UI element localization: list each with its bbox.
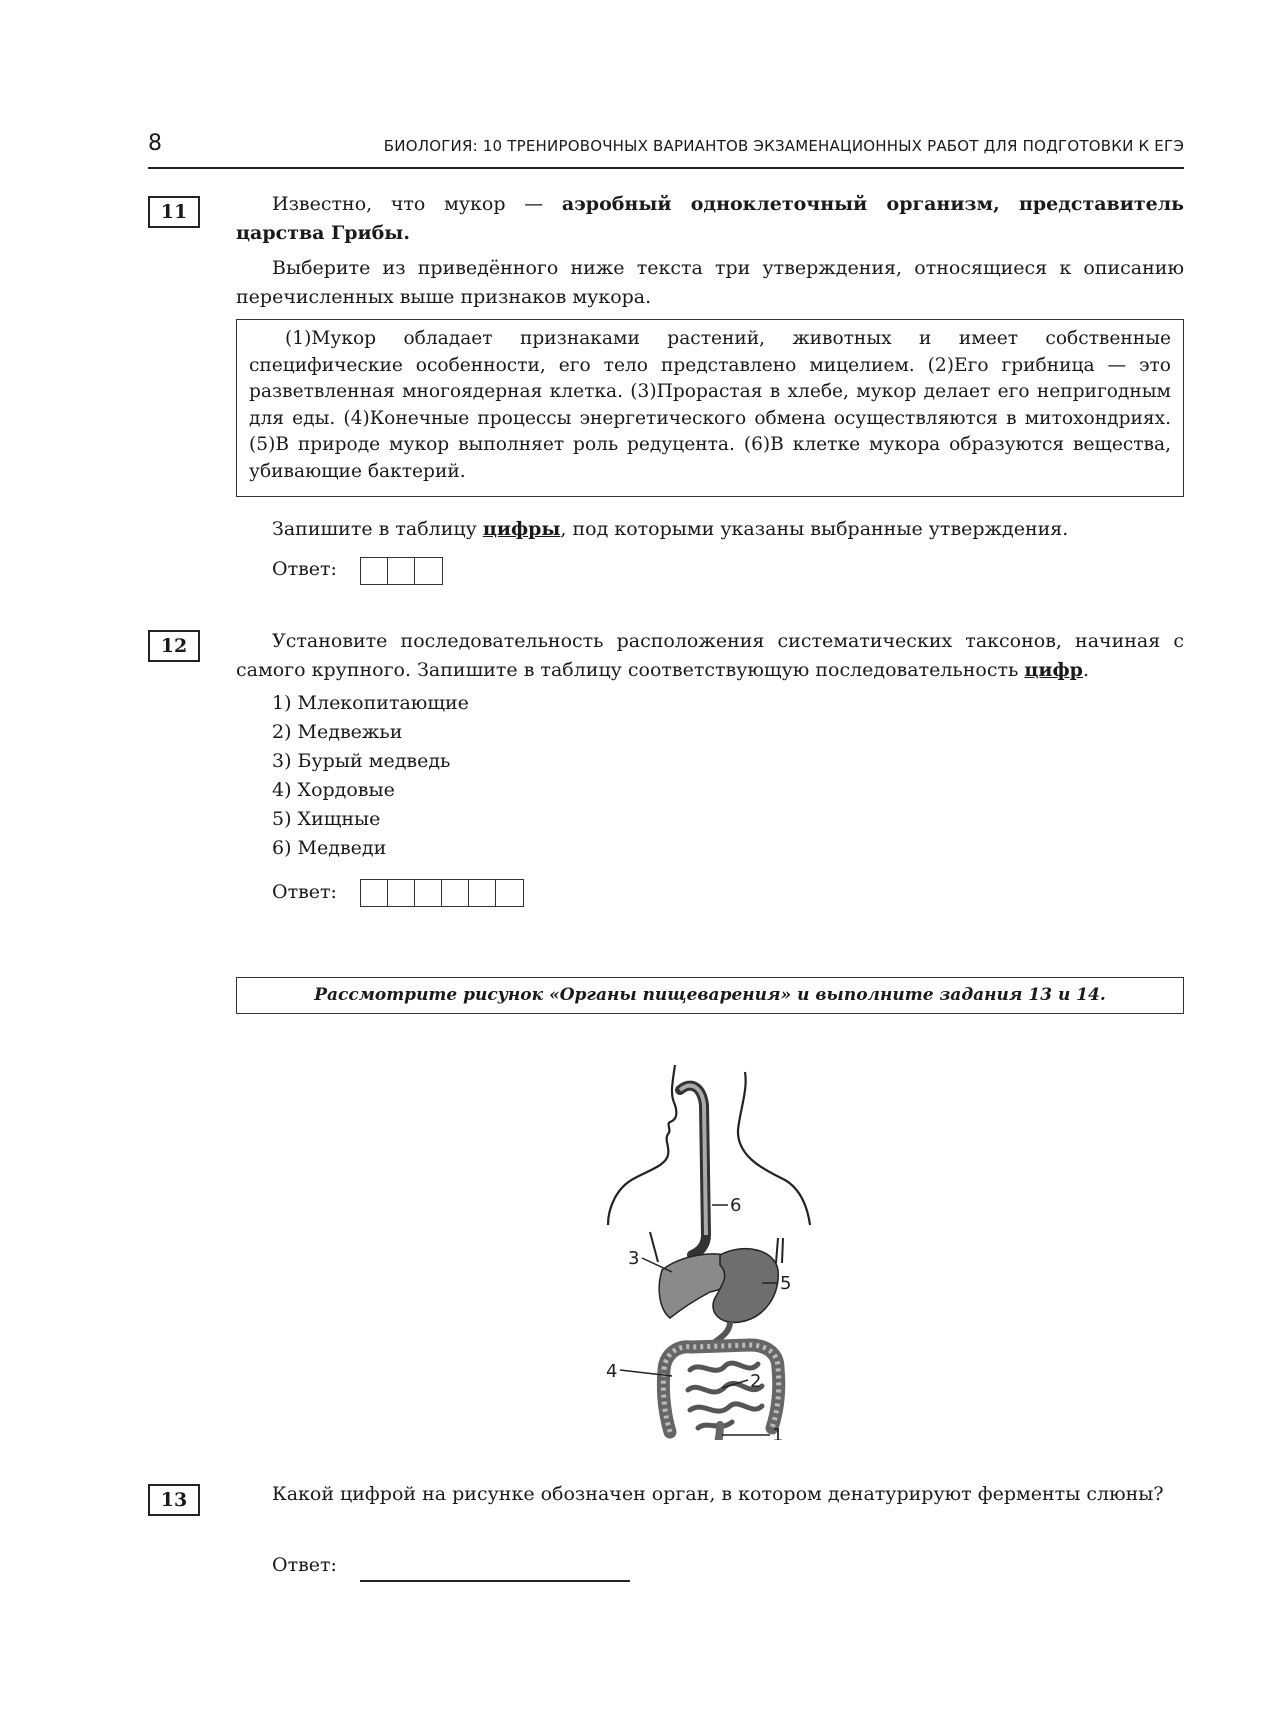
answer-cell[interactable] [361,880,388,906]
task-12-answer-label: Ответ: [272,881,337,903]
answer-cell[interactable] [496,880,523,906]
page-number: 8 [148,131,162,156]
figure-label-3: 3 [628,1248,640,1269]
task-11-number: 11 [148,196,200,228]
answer-cell[interactable] [415,558,442,584]
task-13-answer-line[interactable] [360,1580,630,1582]
task-12-answer-cells[interactable] [360,879,524,907]
list-item: 3) Бурый медведь [272,750,451,772]
list-item: 1) Млекопитающие [272,692,469,714]
answer-cell[interactable] [442,880,469,906]
digestive-organs-figure [580,1060,840,1440]
figure-notice: Рассмотрите рисунок «Органы пищеварения» и выполните задания 13 и 14. [236,977,1184,1014]
figure-label-1: 1 [772,1425,784,1440]
task-13-answer-label: Ответ: [272,1554,337,1576]
list-item: 4) Хордовые [272,779,395,801]
figure-label-4: 4 [606,1361,618,1382]
answer-cell[interactable] [469,880,496,906]
answer-cell[interactable] [388,880,415,906]
figure-label-5: 5 [780,1273,792,1294]
task-11-instruction: Выберите из приведённого ниже текста три утверждения, относящиеся к описанию перечисленных выше признаков мукора. [236,257,1184,308]
list-item: 5) Хищные [272,808,381,830]
task-11-write-instruction: Запишите в таблицу цифры, под которыми указаны выбранные утверждения. [272,518,1069,540]
answer-cell[interactable] [361,558,388,584]
answer-cell[interactable] [388,558,415,584]
task-11-answer-cells[interactable] [360,557,443,585]
list-item: 6) Медведи [272,837,387,859]
task-12-number: 12 [148,630,200,662]
header-rule [148,167,1184,169]
task-12-instruction: Установите последовательность расположения систематических таксонов, начиная с самого крупного. Запишите в таблицу соответствующую последовательность цифр. [236,630,1184,681]
list-item: 2) Медвежьи [272,721,403,743]
running-title: БИОЛОГИЯ: 10 ТРЕНИРОВОЧНЫХ ВАРИАНТОВ ЭКЗАМЕНАЦИОННЫХ РАБОТ ДЛЯ ПОДГОТОВКИ К ЕГЭ [383,137,1184,155]
figure-label-6: 6 [730,1195,742,1216]
figure-label-2: 2 [750,1371,762,1392]
task-11-text-box [236,319,1184,497]
task-11-intro: Известно, что мукор — аэробный одноклеточный организм, представитель царства Грибы. [236,193,1184,244]
task-13-number: 13 [148,1484,200,1516]
task-12-list [272,689,469,863]
task-11-text: (1)Мукор обладает признаками растений, животных и имеет собственные специфические особенности, его тело представлено мицелием. (2)Его грибница — это разветвленная многоядерная клетка. (3)Прорастая в хлебе, мукор делает его непригодным для еды. (4)Конечные процессы энергетического обмена осуществляются в митохондриях. (5)В природе мукор выполняет роль редуцента. (6)В клетке мукора образуются вещества, убивающие бактерий. [249,328,1171,482]
task-13-question: Какой цифрой на рисунке обозначен орган, в котором денатурируют ферменты слюны? [272,1483,1164,1505]
task-11-answer-label: Ответ: [272,558,337,580]
answer-cell[interactable] [415,880,442,906]
